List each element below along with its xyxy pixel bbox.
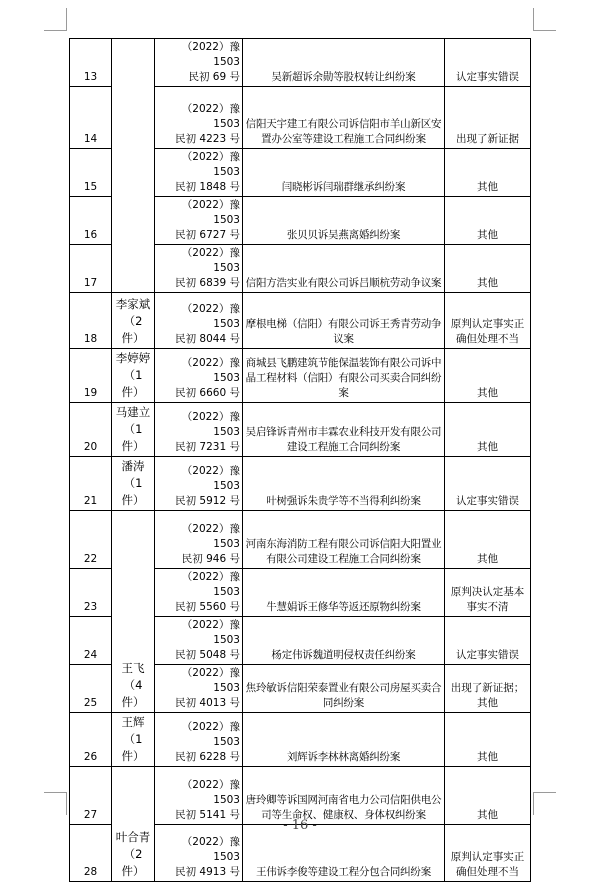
remand-reason: 认定事实错误 — [445, 39, 531, 87]
case-number: （2022）豫 1503 民初 4223 号 — [155, 87, 243, 149]
row-index: 13 — [70, 39, 112, 87]
case-title: 唐玲卿等诉国网河南省电力公司信阳供电公司等生命权、健康权、身体权纠纷案 — [243, 767, 445, 825]
crop-mark-bottom-right — [533, 792, 556, 815]
case-number: （2022）豫 1503 民初 8044 号 — [155, 293, 243, 349]
case-number: （2022）豫 1503 民初 6228 号 — [155, 713, 243, 767]
case-title: 杨定伟诉魏道明侵权责任纠纷案 — [243, 617, 445, 665]
case-title: 吴新超诉余勋等股权转让纠纷案 — [243, 39, 445, 87]
remand-reason: 其他 — [445, 403, 531, 457]
case-title: 河南东海消防工程有限公司诉信阳大阳置业有限公司建设工程施工合同纠纷案 — [243, 511, 445, 569]
crop-mark-top-left — [44, 8, 67, 31]
case-number: （2022）豫 1503 民初 5141 号 — [155, 767, 243, 825]
table-row — [70, 293, 531, 349]
row-index: 26 — [70, 713, 112, 767]
judge-cell — [112, 39, 155, 293]
remand-reason: 其他 — [445, 349, 531, 403]
row-index: 19 — [70, 349, 112, 403]
row-index: 20 — [70, 403, 112, 457]
remand-reason: 原判认定事实正确但处理不当 — [445, 825, 531, 882]
case-number: （2022）豫 1503 民初 7231 号 — [155, 403, 243, 457]
case-number: （2022）豫 1503 民初 69 号 — [155, 39, 243, 87]
crop-mark-top-right — [533, 8, 556, 31]
case-title: 焦玲敏诉信阳荣泰置业有限公司房屋买卖合同纠纷案 — [243, 665, 445, 713]
row-index: 17 — [70, 245, 112, 293]
row-index: 25 — [70, 665, 112, 713]
case-title: 王伟诉李俊等建设工程分包合同纠纷案 — [243, 825, 445, 882]
judge-name: 王辉（1 件） — [112, 713, 155, 767]
remand-reason: 其他 — [445, 245, 531, 293]
remand-reason: 认定事实错误 — [445, 457, 531, 511]
row-index: 18 — [70, 293, 112, 349]
case-number: （2022）豫 1503 民初 5048 号 — [155, 617, 243, 665]
table-row — [70, 39, 531, 87]
judge-name: 李婷婷（1 件） — [112, 349, 155, 403]
case-number: （2022）豫 1503 民初 946 号 — [155, 511, 243, 569]
table-row — [70, 349, 531, 403]
remand-reason: 其他 — [445, 713, 531, 767]
remand-reason: 出现了新证据 — [445, 87, 531, 149]
case-number: （2022）豫 1503 民初 4913 号 — [155, 825, 243, 882]
case-number: （2022）豫 1503 民初 6727 号 — [155, 197, 243, 245]
table-row — [70, 511, 531, 569]
table-row — [70, 767, 531, 825]
table-row — [70, 403, 531, 457]
case-table — [69, 38, 531, 882]
case-title: 叶树强诉朱贵学等不当得利纠纷案 — [243, 457, 445, 511]
judge-name: 马建立（1 件） — [112, 403, 155, 457]
case-title: 摩根电梯（信阳）有限公司诉王秀青劳动争议案 — [243, 293, 445, 349]
judge-name: 叶合青（2 件） — [112, 767, 155, 882]
remand-reason: 其他 — [445, 149, 531, 197]
remand-reason: 出现了新证据；其他 — [445, 665, 531, 713]
remand-reason: 其他 — [445, 197, 531, 245]
row-index: 14 — [70, 87, 112, 149]
case-title: 商城县飞鹏建筑节能保温装饰有限公司诉中晶工程材料（信阳）有限公司买卖合同纠纷案 — [243, 349, 445, 403]
remand-reason: 认定事实错误 — [445, 617, 531, 665]
case-title: 牛慧娟诉王修华等返还原物纠纷案 — [243, 569, 445, 617]
table-row — [70, 457, 531, 511]
case-title: 吴启锋诉青州市丰霖农业科技开发有限公司建设工程施工合同纠纷案 — [243, 403, 445, 457]
case-number: （2022）豫 1503 民初 4013 号 — [155, 665, 243, 713]
case-number: （2022）豫 1503 民初 5912 号 — [155, 457, 243, 511]
case-number: （2022）豫 1503 民初 6839 号 — [155, 245, 243, 293]
case-title: 张贝贝诉吴燕离婚纠纷案 — [243, 197, 445, 245]
remand-reason: 原判决认定基本事实不清 — [445, 569, 531, 617]
case-number: （2022）豫 1503 民初 1848 号 — [155, 149, 243, 197]
case-title: 信阳天宇建工有限公司诉信阳市羊山新区安置办公室等建设工程施工合同纠纷案 — [243, 87, 445, 149]
table-row — [70, 713, 531, 767]
case-number: （2022）豫 1503 民初 5560 号 — [155, 569, 243, 617]
row-index: 28 — [70, 825, 112, 882]
judge-name: 李家斌（2 件） — [112, 293, 155, 349]
page-number: - 16 - — [283, 818, 317, 833]
case-title: 信阳方浩实业有限公司诉吕顺杭劳动争议案 — [243, 245, 445, 293]
row-index: 27 — [70, 767, 112, 825]
remand-reason: 其他 — [445, 767, 531, 825]
remand-reason: 其他 — [445, 511, 531, 569]
row-index: 16 — [70, 197, 112, 245]
row-index: 21 — [70, 457, 112, 511]
row-index: 24 — [70, 617, 112, 665]
row-index: 15 — [70, 149, 112, 197]
row-index: 23 — [70, 569, 112, 617]
crop-mark-bottom-left — [44, 792, 67, 815]
row-index: 22 — [70, 511, 112, 569]
judge-name: 王飞（4 件） — [112, 511, 155, 713]
case-title: 刘辉诉李林林离婚纠纷案 — [243, 713, 445, 767]
remand-reason: 原判认定事实正确但处理不当 — [445, 293, 531, 349]
case-number: （2022）豫 1503 民初 6660 号 — [155, 349, 243, 403]
case-title: 闫晓彬诉闫瑞群继承纠纷案 — [243, 149, 445, 197]
judge-name: 潘涛（1 件） — [112, 457, 155, 511]
